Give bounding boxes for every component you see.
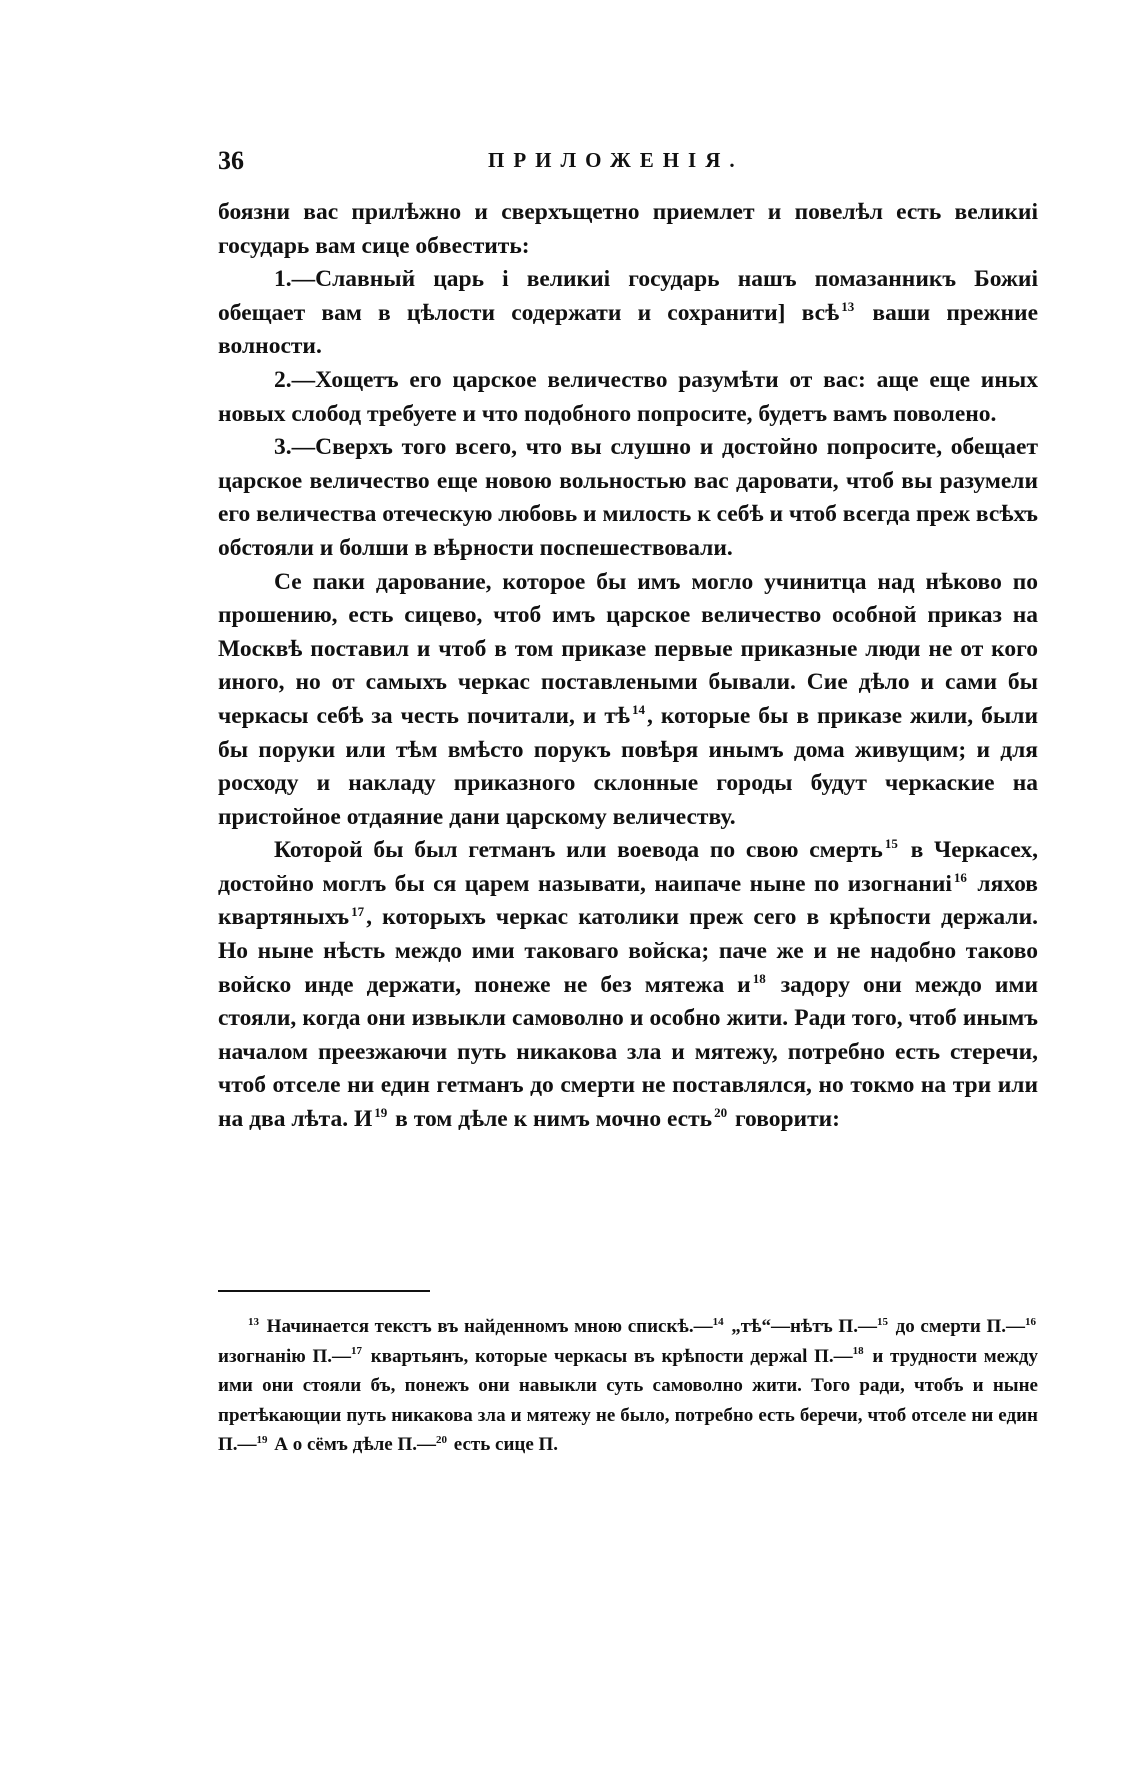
footnote-text: А о сёмъ дѣле П.—: [269, 1434, 437, 1455]
text-run: Се паки дарование, которое бы имъ могло учинитца над нѣково по прошению, есть сицево, чтоб имъ царское величество особной приказ на Москвѣ поставил и чтоб в том приказе первые приказные люди не от кого иного, но от самыхъ черкас поставлеными бывали. Сие дѣло и сами бы черкасы себѣ за честь почитали, и тѣ: [218, 568, 1038, 729]
footnote-text: Начинается текстъ въ найденномъ мною спискѣ.—: [261, 1316, 713, 1337]
footnote-text: изогнанію П.—: [218, 1345, 352, 1367]
text-run: 2.—Хощетъ его царское величество разумѣти от вас: аще еще иных новых слобод требуете и что подобного попросите, будетъ вамъ поволено.: [218, 366, 1038, 427]
footnote-number: 14: [712, 1315, 724, 1328]
footnote-marker: 14: [631, 702, 645, 718]
text-run: ваши прежние волности.: [218, 299, 1038, 360]
text-run: задору они междо ими стояли, когда они извыкли самоволно и особно жити. Ради того, чтоб инымъ началом преезжаючи путь никакова зла и мятежу, потребно есть стеречи, чтоб отселе ни един гетманъ до смерти не поставлялся, но токмо на три или на два лѣта. И: [218, 971, 1038, 1133]
text-run: боязни вас прилѣжно и сверхъщетно приемлет и повелѣл есть великиі государь вам сице обвестить:: [218, 199, 1038, 259]
paragraph-point-2: [218, 364, 1038, 431]
main-text: [218, 196, 1038, 1137]
text-run: в Черкасех, достойно моглъ бы ся царем называти, наипаче ныне по изогнаниі: [218, 837, 1038, 897]
footnote-text: квартьянъ, которые черкасы въ крѣпости держаl П.—: [364, 1345, 853, 1367]
footnote-text: и трудности между ими они стояли бъ, понежъ они навыкли суть самоволно жити. Того ради, чтобъ и ныне претѣкающии путь никакова зла и мятежу не было, потребно есть беречи, чтоб отселе ни един П.—: [218, 1345, 1038, 1455]
paragraph-point-3: [218, 431, 1038, 565]
paragraph-point-1: [218, 263, 1038, 364]
text-run: 1.—Славный царь і великиі государь нашъ помазанникъ Божиі обещает вам в цѣлости содержати и сохранити] всѣ: [218, 266, 1038, 326]
text-run: говорити:: [729, 1106, 840, 1133]
text-run: , которыхъ черкас католики преж сего в крѣпости держали. Но ныне нѣсть междо ими таковаго войска; паче же и не надобно таково войско инде держати, понеже не без мятежа и: [218, 904, 1038, 998]
running-title: ПРИЛОЖЕНІЯ.: [488, 148, 744, 172]
paragraph: [218, 834, 1038, 1136]
footnote-marker: 19: [374, 1105, 388, 1121]
page-header: [218, 146, 1038, 186]
footnote-block: [218, 1312, 1038, 1460]
text-run: ляхов квартяныхъ: [218, 870, 1038, 931]
footnote-marker: 15: [884, 836, 898, 852]
footnote-number: 15: [876, 1315, 888, 1328]
footnote-marker: 17: [351, 903, 365, 919]
footnote-marker: 18: [752, 970, 766, 986]
text-run: , которые бы в приказе жили, были бы поруки или тѣм вмѣсто порукъ повѣря инымъ дома живущим; и для росходу и накладу приказного склонные городы будут черкаские на пристойное отдаяние дани царскому величеству.: [218, 702, 1038, 830]
footnote-marker: 13: [841, 298, 855, 314]
paragraph: [218, 566, 1038, 835]
footnotes: [218, 1312, 1038, 1460]
footnote-number: 20: [436, 1433, 448, 1446]
footnote-text: есть сице П.: [449, 1434, 559, 1455]
footnote-number: 13: [248, 1315, 259, 1328]
paragraph: [218, 196, 1038, 263]
footnote-divider: [218, 1290, 430, 1292]
text-run: 3.—Сверхъ того всего, что вы слушно и достойно попросите, обещает царское величество еще новою вольностью вас даровати, чтоб вы разумели его величества отеческую любовь и милость к себѣ и чтоб всегда преж всѣхъ обстояли и болши в вѣрности поспешествовали.: [218, 434, 1038, 561]
footnote-number: 18: [852, 1345, 864, 1358]
footnote-number: 19: [256, 1433, 268, 1446]
text-run: в том дѣле к нимъ мочно есть: [389, 1106, 713, 1133]
footnote-number: 17: [351, 1345, 363, 1358]
footnote-number: 16: [1025, 1315, 1037, 1328]
page-number: 36: [218, 146, 244, 175]
footnote-marker: 20: [714, 1105, 728, 1121]
footnote-marker: 16: [953, 870, 967, 886]
footnote-text: „тѣ“—нѣтъ П.—: [725, 1316, 877, 1337]
text-run: Которой бы был гетманъ или воевода по свою смерть: [274, 837, 883, 864]
footnote-text: до смерти П.—: [889, 1316, 1026, 1337]
